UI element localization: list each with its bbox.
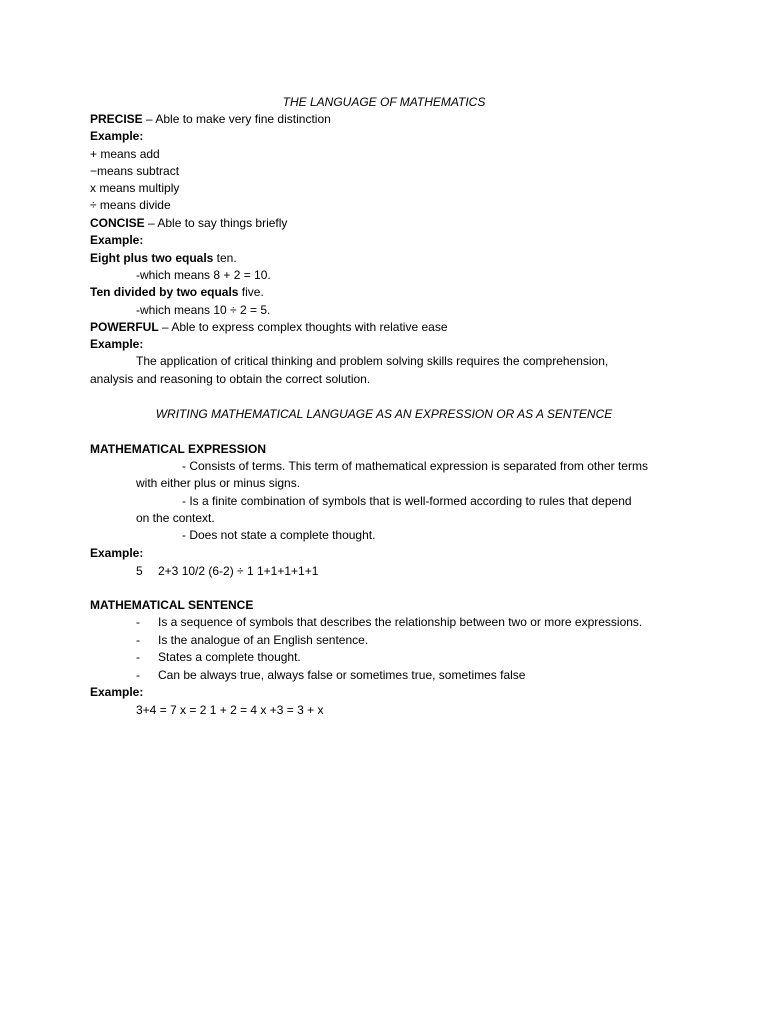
expression-example-first: 5	[136, 564, 143, 578]
expression-point-2-line-1: - Is a finite combination of symbols that is well-formed according to rules that depend	[182, 494, 632, 508]
sentence-point-1	[136, 614, 642, 631]
concise-sentence-2-rest: five.	[238, 285, 264, 299]
bullet-dash: -	[136, 615, 140, 629]
expression-example-label: Example:	[90, 546, 144, 560]
expression-point-2-line-2: on the context.	[136, 511, 215, 525]
precise-example-label: Example:	[90, 129, 144, 143]
example-subtract: −means subtract	[90, 164, 180, 178]
concise-sentence-2-bold: Ten divided by two equals	[90, 285, 239, 299]
section-subtitle: WRITING MATHEMATICAL LANGUAGE AS AN EXPRESSION OR AS A SENTENCE	[155, 407, 613, 421]
example-divide: ÷ means divide	[90, 198, 171, 212]
concise-example-label: Example:	[90, 233, 144, 247]
powerful-definition-text: – Able to express complex thoughts with relative ease	[158, 320, 448, 334]
expression-example-rest: 2+3 10/2 (6-2) ÷ 1 1+1+1+1+1	[158, 564, 319, 578]
sentence-example-label: Example:	[90, 685, 144, 699]
powerful-paragraph-line-2: analysis and reasoning to obtain the correct solution.	[90, 372, 371, 386]
bullet-dash: -	[136, 633, 140, 647]
bullet-dash: -	[136, 650, 140, 664]
powerful-definition	[90, 319, 448, 336]
expression-point-1-line-2: with either plus or minus signs.	[136, 476, 301, 490]
precise-definition	[90, 111, 331, 128]
powerful-term: POWERFUL	[90, 320, 159, 334]
sentence-point-1-text: Is a sequence of symbols that describes the relationship between two or more expressions.	[158, 615, 643, 629]
concise-sentence-1	[90, 250, 237, 267]
expression-point-1-line-1: - Consists of terms. This term of mathematical expression is separated from other terms	[182, 459, 648, 473]
concise-sentence-1-means: -which means 8 + 2 = 10.	[136, 268, 271, 282]
concise-definition-text: – Able to say things briefly	[144, 216, 288, 230]
sentence-point-2-text: Is the analogue of an English sentence.	[158, 633, 369, 647]
example-add: + means add	[90, 147, 160, 161]
sentence-point-4	[136, 667, 525, 684]
sentence-example: 3+4 = 7 x = 2 1 + 2 = 4 x +3 = 3 + x	[136, 703, 324, 717]
expression-heading: MATHEMATICAL EXPRESSION	[90, 442, 267, 456]
sentence-point-3-text: States a complete thought.	[158, 650, 301, 664]
concise-sentence-2-means: -which means 10 ÷ 2 = 5.	[136, 303, 271, 317]
concise-sentence-1-rest: ten.	[213, 251, 237, 265]
expression-point-3: - Does not state a complete thought.	[182, 528, 376, 542]
sentence-point-4-text: Can be always true, always false or sometimes true, sometimes false	[158, 668, 526, 682]
concise-definition	[90, 215, 287, 232]
precise-term: PRECISE	[90, 112, 143, 126]
example-multiply: x means multiply	[90, 181, 180, 195]
powerful-paragraph-line-1: The application of critical thinking and problem solving skills requires the comprehension,	[136, 354, 609, 368]
concise-sentence-2	[90, 284, 264, 301]
concise-sentence-1-bold: Eight plus two equals	[90, 251, 214, 265]
powerful-example-label: Example:	[90, 337, 144, 351]
bullet-dash: -	[136, 668, 140, 682]
sentence-heading: MATHEMATICAL SENTENCE	[90, 598, 254, 612]
precise-definition-text: – Able to make very fine distinction	[142, 112, 331, 126]
sentence-point-3	[136, 649, 301, 666]
sentence-point-2	[136, 632, 368, 649]
concise-term: CONCISE	[90, 216, 145, 230]
document-title: THE LANGUAGE OF MATHEMATICS	[282, 95, 486, 109]
